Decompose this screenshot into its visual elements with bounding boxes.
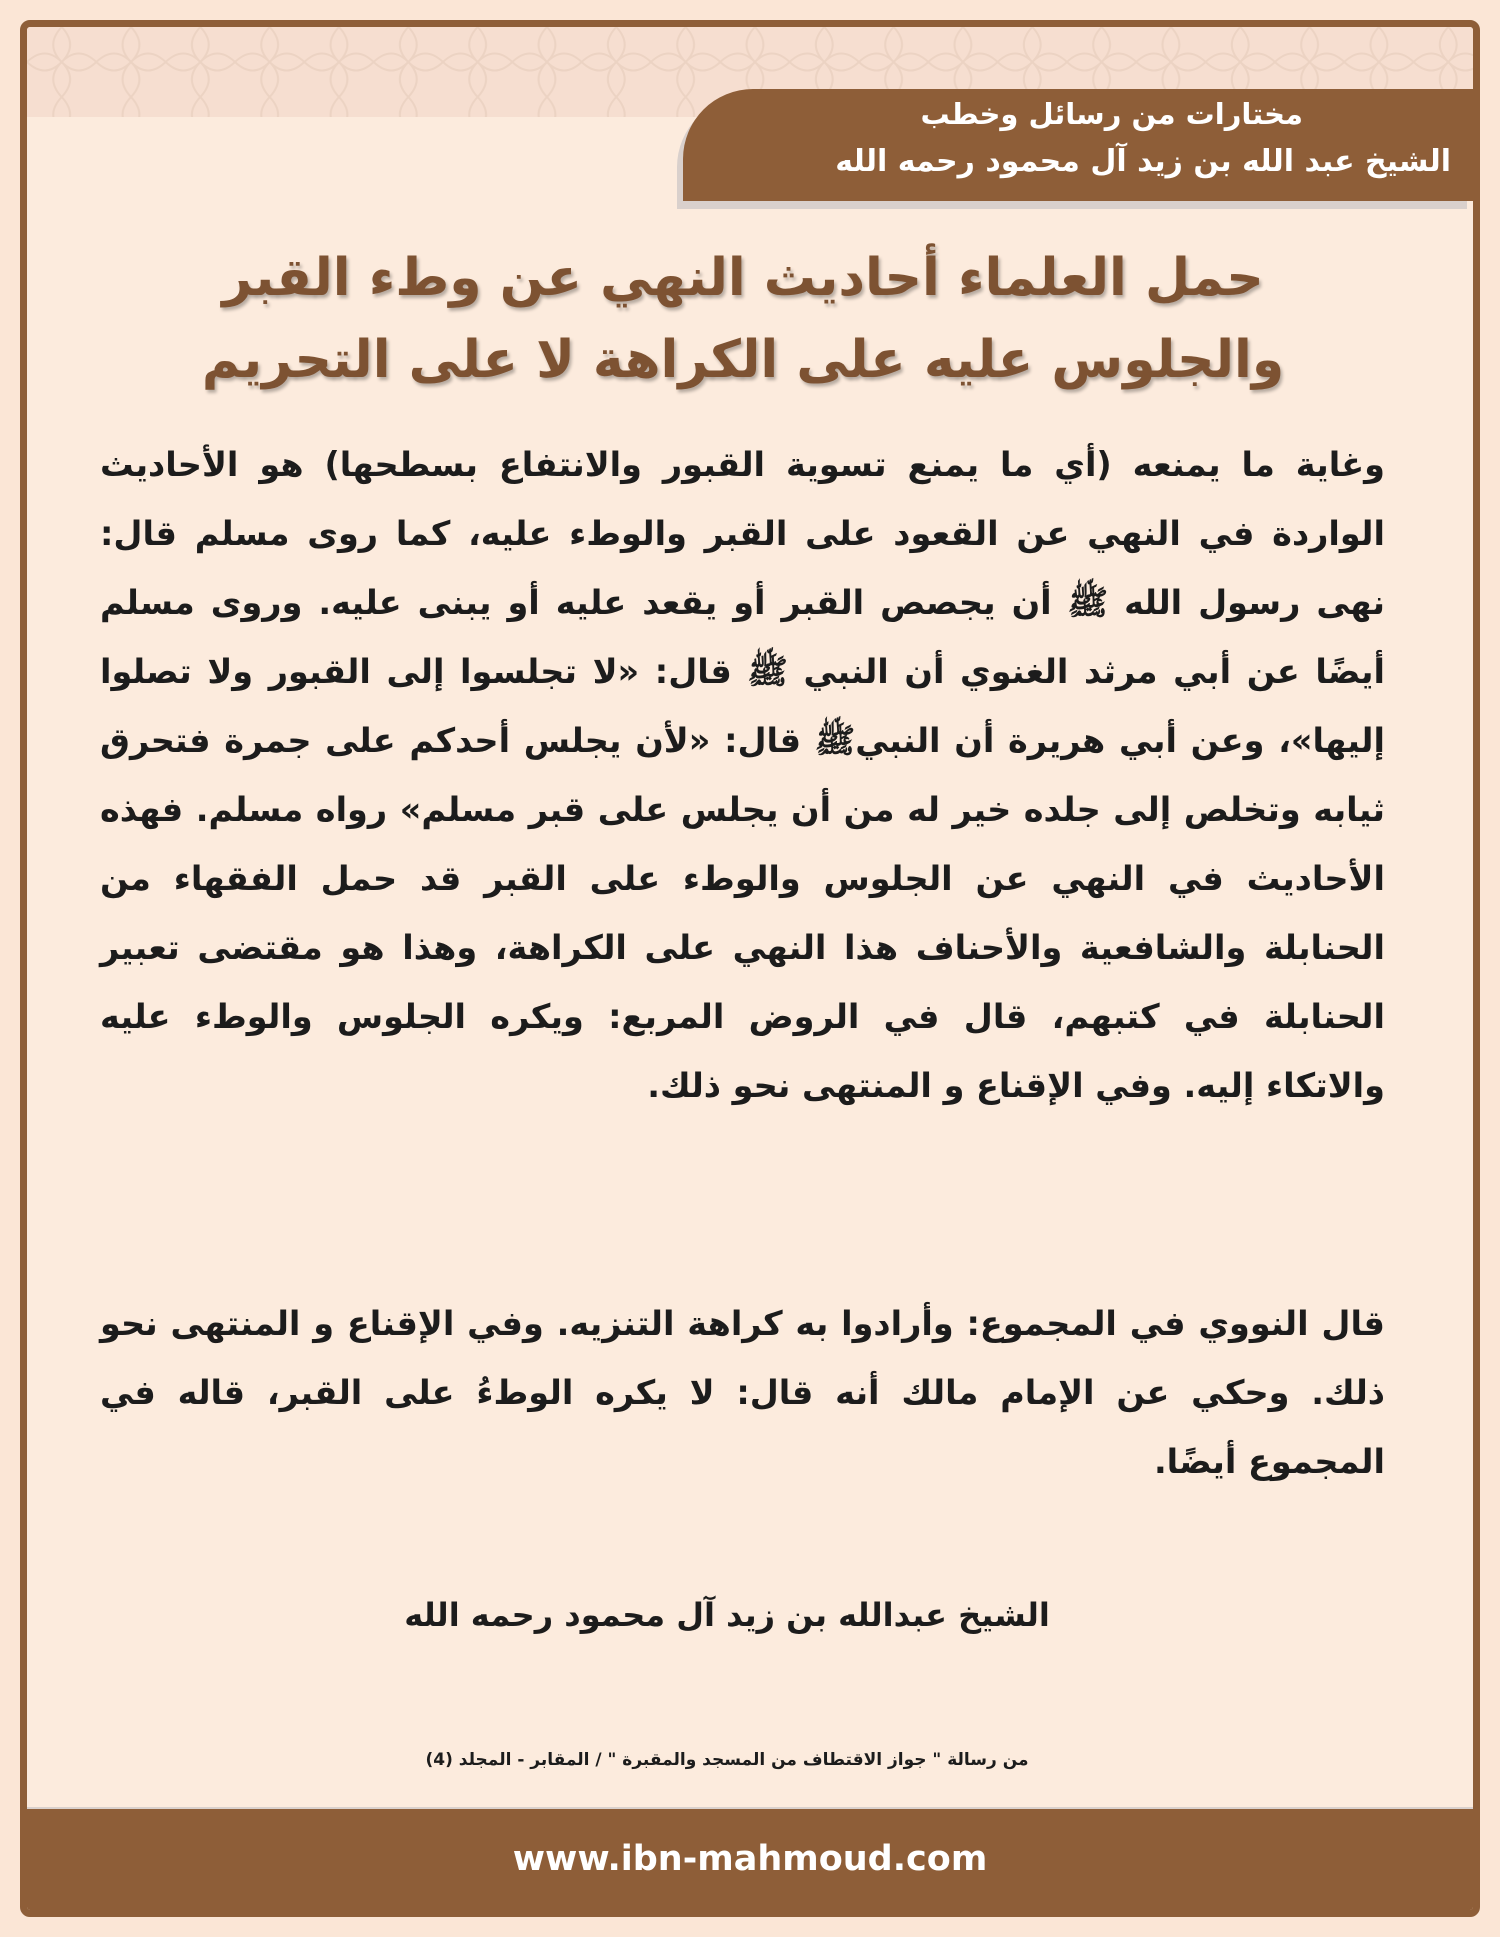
header-author-name: الشيخ عبد الله بن زيد آل محمود رحمه الله	[835, 144, 1451, 179]
website-link[interactable]: www.ibn-mahmoud.com	[512, 1839, 988, 1879]
title-line-2: والجلوس عليه على الكراهة لا على التحريم	[201, 330, 1285, 390]
body-paragraph-1: وغاية ما يمنعه (أي ما يمنع تسوية القبور والانتفاع بسطحها) هو الأحاديث الواردة في النهي عن القعود على القبر والوطء عليه، كما روى مسلم قال: نهى رسول الله ﷺ أن يجصص القبر أو يقعد عليه أو يبنى عليه. وروى مسلم أيضًا عن أبي مرثد الغنوي أن النبي ﷺ قال: «لا تجلسوا إلى القبور ولا تصلوا إليها»، وعن أبي هريرة أن النبيﷺ قال: «لأن يجلس أحدكم على جمرة فتحرق ثيابه وتخلص إلى جلده خير له من أن يجلس على قبر مسلم» رواه مسلم. فهذه الأحاديث في النهي عن الجلوس والوطء على القبر قد حمل الفقهاء من الحنابلة والشافعية والأحناف هذا النهي على الكراهة، وهذا هو مقتضى تعبير الحنابلة في كتبهم، قال في الروض المربع: ويكره الجلوس والوطء عليه والاتكاء إليه. وفي الإقناع و المنتهى نحو ذلك.	[100, 445, 1385, 1105]
author-signature: الشيخ عبدالله بن زيد آل محمود رحمه الله	[404, 1596, 1050, 1634]
source-citation: من رسالة " جواز الاقتطاف من المسجد والمقبرة " / المقابر - المجلد (4)	[425, 1750, 1029, 1770]
body-paragraph-2: قال النووي في المجموع: وأرادوا به كراهة التنزيه. وفي الإقناع و المنتهى نحو ذلك. وحكي عن الإمام مالك أنه قال: لا يكره الوطءُ على القبر، قاله في المجموع أيضًا.	[100, 1304, 1385, 1481]
article-title	[103, 237, 1383, 401]
header-tab	[683, 89, 1473, 201]
footer-bar	[27, 1809, 1473, 1910]
title-line-1: حمل العلماء أحاديث النهي عن وطء القبر	[222, 248, 1264, 308]
header-series-title: مختارات من رسائل وخطب	[920, 97, 1303, 131]
page-frame	[20, 20, 1480, 1917]
